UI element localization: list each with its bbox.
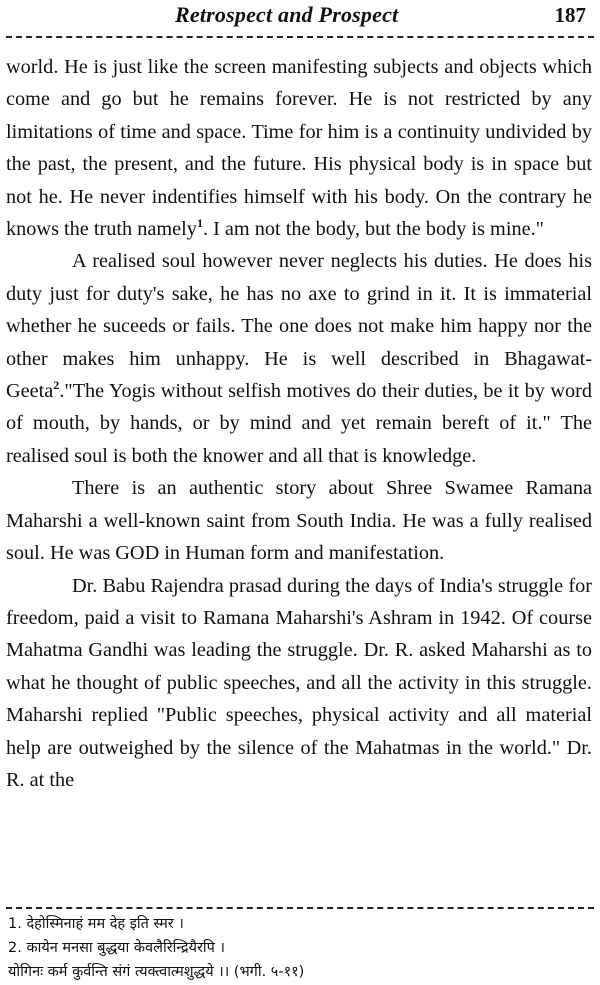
running-title: Retrospect and Prospect xyxy=(175,2,399,27)
paragraph-1 xyxy=(6,51,592,245)
body-text xyxy=(6,51,592,796)
paragraph-4: Dr. Babu Rajendra prasad during the days of India's struggle for freedom, paid a visit to Ramana Maharshi's Ashram in 1942. Of course Mahatma Gandhi was leading the struggle. Dr. R. asked Maharshi as to what he thought of public speeches, and all the activity in this struggle. Maharshi replied "Public speeches, physical activity and all material help are outweighed by the silence of the Mahatmas in the world." Dr. R. at the xyxy=(6,574,592,791)
paragraph-1-text-end: . I am not the body, but the body is mine." xyxy=(202,218,544,241)
paragraph-2-text: A realised soul however never neglects his duties. He does his duty just for duty's sake, he has no axe to grind in it. It is immaterial whether he suceeds or fails. The one does not make him happy nor the other makes him unhappy. He is well described in Bhagawat-Geeta xyxy=(6,250,592,403)
header-divider xyxy=(6,36,594,38)
footnote-ref-2: 2 xyxy=(53,378,60,393)
footnotes xyxy=(8,912,592,984)
running-head xyxy=(0,0,600,34)
paragraph-3: There is an authentic story about Shree Swamee Ramana Maharshi a well-known saint from South India. He was a fully realised soul. He was GOD in Human form and manifestation. xyxy=(6,477,592,565)
paragraph-2 xyxy=(6,245,592,472)
paragraph-1-text: world. He is just like the screen manifesting subjects and objects which come and go but he remains forever. He is not restricted by any limitations of time and space. Time for him is a continuity undivided by the past, the present, and the future. His physical body is in space but not he. He never indentifies himself with his body. On the contrary he knows the truth namely xyxy=(6,56,592,241)
footnote-2-continued: योगिनः कर्म कुर्वन्ति संगं त्यक्त्वात्मशुद्धये ।। (भगी. ५-११) xyxy=(8,964,305,980)
footnote-divider xyxy=(6,907,594,909)
paragraph-2-text-end: ."The Yogis without selfish motives do their duties, be it by word of mouth, by hands, or by mind and yet remain bereft of it." The realised soul is both the knower and all that is knowledge. xyxy=(6,380,592,467)
footnote-2: 2. कायेन मनसा बुद्धया केवलैरिन्द्रियैरपि । xyxy=(8,940,226,956)
footnote-1: 1. देहोस्मिनाहं मम देह इति स्मर । xyxy=(8,916,184,932)
footnote-ref-1: 1 xyxy=(196,216,203,231)
page-number: 187 xyxy=(554,3,586,27)
